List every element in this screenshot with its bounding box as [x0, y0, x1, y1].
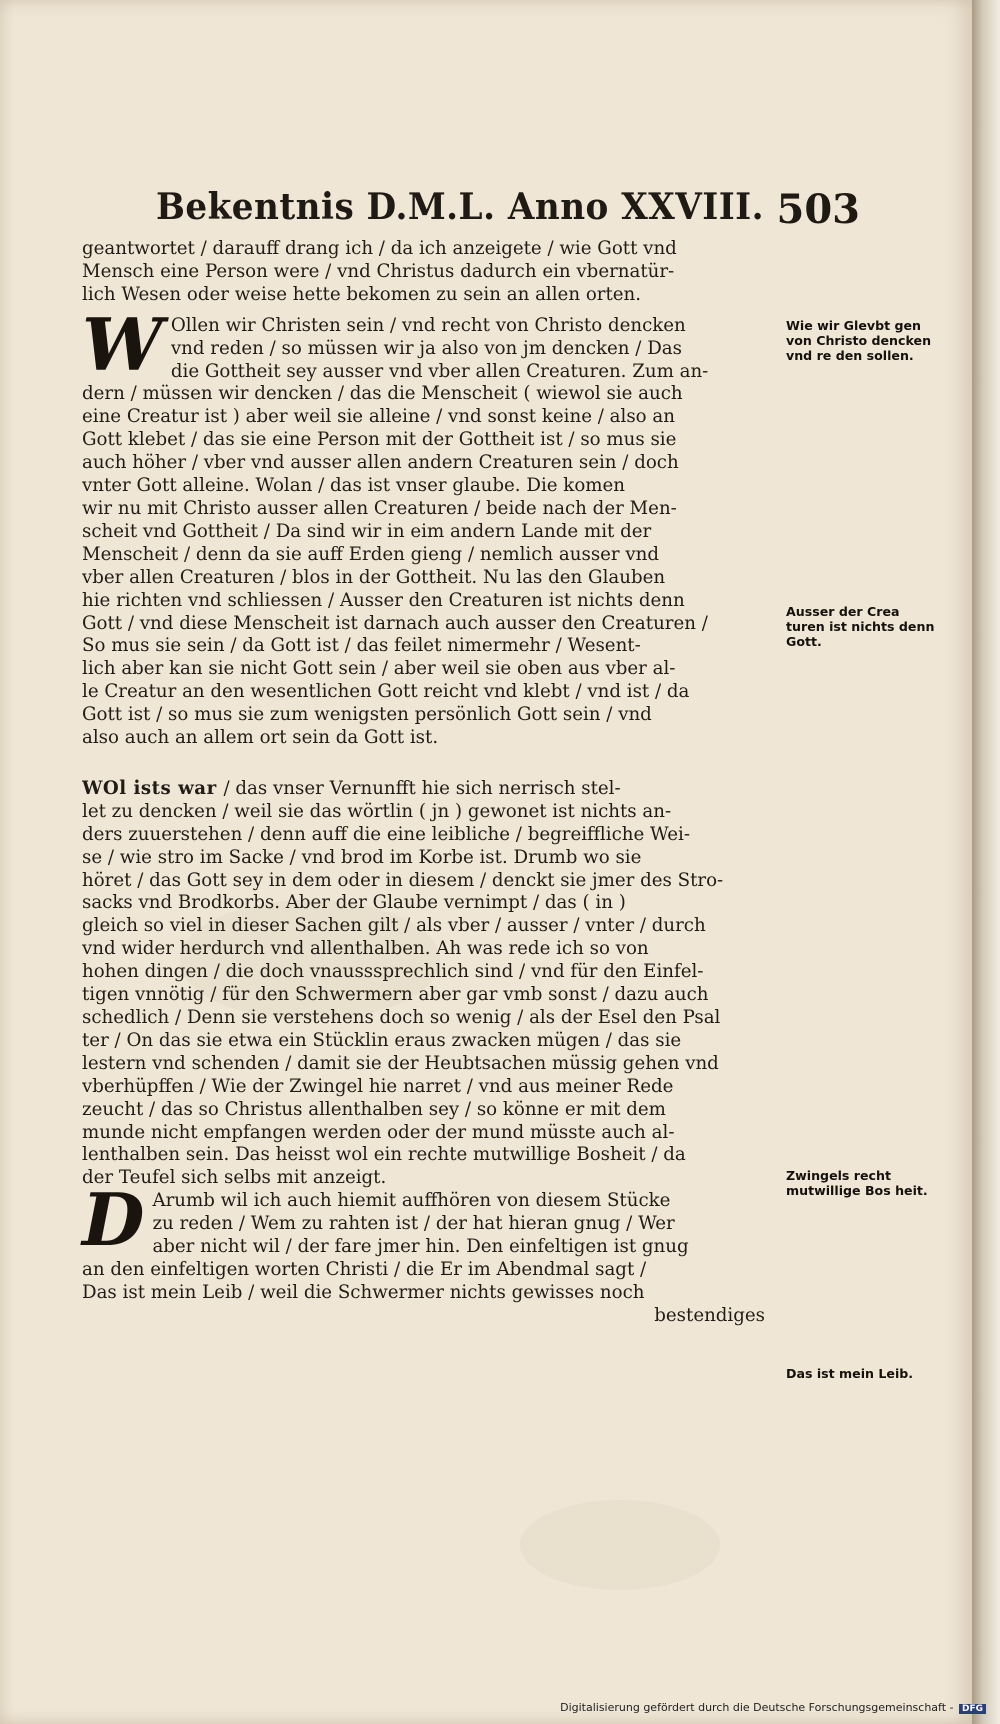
- text-line: zu reden / Wem zu rahten ist / der hat hieran gnug / Wer: [152, 1213, 675, 1235]
- text-line: Mensch eine Person were / vnd Christus dadurch ein vbernatür-: [82, 260, 675, 282]
- text-line: aber nicht wil / der fare jmer hin. Den einfeltigen ist gnug: [152, 1236, 689, 1258]
- text-line: also auch an allem ort sein da Gott ist.: [82, 727, 439, 749]
- text-line: let zu dencken / weil sie das wörtlin ( jn ) gewonet ist nichts an-: [82, 800, 672, 822]
- marginal-note: Zwingels recht mutwillige Bos heit.: [786, 1168, 928, 1198]
- text-line: gleich so viel in dieser Sachen gilt / als vber / ausser / vnter / durch: [82, 915, 706, 937]
- text-line: auch höher / vber vnd ausser allen andern Creaturen sein / doch: [82, 452, 679, 474]
- running-title: Bekentnis D.M.L. Anno XXVIII.: [156, 186, 765, 228]
- text-line: höret / das Gott sey in dem oder in diesem / denckt sie jmer des Stro-: [82, 869, 724, 891]
- text-line: [82, 778, 777, 801]
- text-line: ter / On das sie etwa ein Stücklin eraus zwacken mügen / das sie: [82, 1029, 682, 1051]
- text-line: munde nicht empfangen werden oder der mund müsste auch al-: [82, 1121, 675, 1143]
- text-line: le Creatur an den wesentlichen Gott reicht vnd klebt / vnd ist / da: [82, 681, 690, 703]
- marginal-note: Wie wir Glevbt gen von Christo dencken vnd re den sollen.: [786, 318, 932, 363]
- text-line: Arumb wil ich auch hiemit auffhören von diesem Stücke: [152, 1190, 671, 1212]
- page-header: [90, 186, 860, 242]
- text-line: lich aber kan sie nicht Gott sein / aber weil sie oben aus vber al-: [82, 658, 676, 680]
- text-line: wir nu mit Christo ausser allen Creaturen / beide nach der Men-: [82, 497, 677, 519]
- text-line: vnter Gott alleine. Wolan / das ist vnser glaube. Die komen: [82, 475, 626, 497]
- text-line: hohen dingen / die doch vnausssprechlich sind / vnd für den Einfel-: [82, 961, 704, 983]
- digitization-credit: [560, 1701, 986, 1714]
- marginal-note: Ausser der Crea turen ist nichts denn Gott.: [786, 604, 935, 649]
- text-line: dern / müssen wir dencken / das die Menscheit ( wiewol sie auch: [82, 383, 683, 405]
- text-line: Gott / vnd diese Menscheit ist darnach auch ausser den Creaturen /: [82, 612, 708, 634]
- paragraph: [82, 301, 777, 750]
- text-line: So mus sie sein / da Gott ist / das feilet nimermehr / Wesent-: [82, 635, 641, 657]
- paper-stain: [520, 1500, 720, 1590]
- paragraph: [82, 238, 777, 307]
- catchword: bestendiges: [654, 1304, 765, 1326]
- text-line: Menscheit / denn da sie auff Erden gieng / nemlich ausser vnd: [82, 543, 660, 565]
- text-line: lich Wesen oder weise hette bekomen zu sein an allen orten.: [82, 283, 642, 305]
- text-line: vnd wider herdurch vnd allenthalben. Ah was rede ich so von: [82, 938, 649, 960]
- paragraph-lead: WOl ists war: [82, 777, 224, 799]
- text-line: an den einfeltigen worten Christi / die Er im Abendmal sagt /: [82, 1258, 647, 1280]
- text-line: vnd reden / so müssen wir ja also von jm dencken / Das: [170, 337, 682, 359]
- text-line: Gott klebet / das sie eine Person mit der Gottheit ist / so mus sie: [82, 429, 677, 451]
- text-line: se / wie stro im Sacke / vnd brod im Korbe ist. Drumb wo sie: [82, 846, 642, 868]
- text-line: Ollen wir Christen sein / vnd recht von Christo dencken: [170, 314, 686, 336]
- text-line: geantwortet / darauff drang ich / da ich anzeigete / wie Gott vnd: [82, 238, 677, 259]
- paragraph: [82, 778, 777, 1190]
- drop-initial: W: [82, 301, 163, 387]
- dfg-logo: DFG: [959, 1704, 986, 1714]
- line-text: / das vnser Vernunfft hie sich nerrisch stel-: [223, 777, 621, 799]
- text-line: hie richten vnd schliessen / Ausser den Creaturen ist nichts denn: [82, 589, 685, 611]
- marginal-note: Das ist mein Leib.: [786, 1366, 914, 1381]
- text-line: Gott ist / so mus sie zum wenigsten persönlich Gott sein / vnd: [82, 704, 652, 726]
- text-line: Das ist mein Leib / weil die Schwermer nichts gewisses noch: [82, 1281, 645, 1303]
- text-line: lestern vnd schenden / damit sie der Heubtsachen müssig gehen vnd: [82, 1052, 719, 1074]
- text-line: schedlich / Denn sie verstehens doch so wenig / als der Esel den Psal: [82, 1007, 721, 1028]
- text-line: die Gottheit sey ausser vnd vber allen Creaturen. Zum an-: [170, 360, 709, 382]
- text-line: eine Creatur ist ) aber weil sie alleine / vnd sonst keine / also an: [82, 406, 675, 428]
- text-line: vberhüpffen / Wie der Zwingel hie narret / vnd aus meiner Rede: [82, 1075, 674, 1097]
- page-number: 503: [776, 186, 860, 233]
- text-line: ders zuuerstehen / denn auff die eine leibliche / begreiffliche Wei-: [82, 823, 690, 845]
- main-text: [82, 238, 777, 1328]
- text-line: vber allen Creaturen / blos in der Gottheit. Nu las den Glauben: [82, 566, 666, 588]
- text-line: lenthalben sein. Das heisst wol ein rechte mutwillige Bosheit / da: [82, 1144, 686, 1166]
- text-line: tigen vnnötig / für den Schwermern aber gar vmb sonst / dazu auch: [82, 984, 709, 1006]
- text-line: der Teufel sich selbs mit anzeigt.: [82, 1167, 387, 1189]
- text-line: sacks vnd Brodkorbs. Aber der Glaube vernimpt / das ( in ): [82, 892, 626, 914]
- text-line: zeucht / das so Christus allenthalben sey / so könne er mit dem: [82, 1098, 666, 1120]
- text-line: scheit vnd Gottheit / Da sind wir in eim andern Lande mit der: [82, 520, 652, 542]
- credit-text: Digitalisierung gefördert durch die Deutsche Forschungsgemeinschaft -: [560, 1701, 954, 1714]
- page-edge: [972, 0, 1000, 1724]
- drop-initial: D: [82, 1177, 145, 1263]
